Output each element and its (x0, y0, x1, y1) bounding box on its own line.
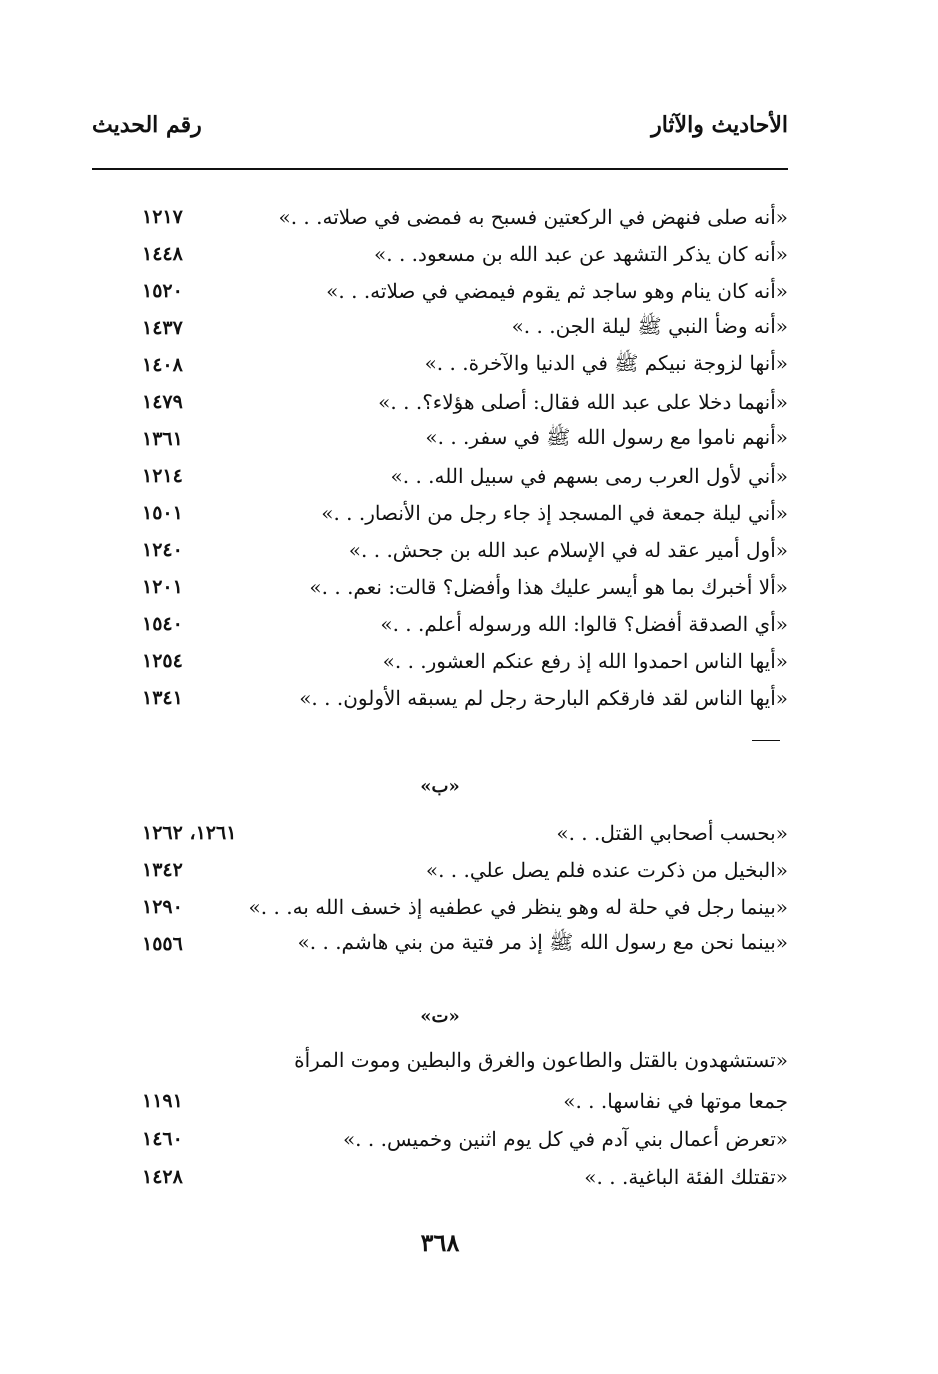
page-number: ٣٦٨ (420, 1228, 460, 1257)
list-item (90, 311, 788, 345)
list-item (90, 644, 788, 678)
hadith-text: «أيها الناس لقد فارقكم البارحة رجل لم يسبقه الأولون. . .» (299, 686, 788, 710)
hadith-text-first-line: «تستشهدون بالقتل والطاعون والغرق والبطين وموت المرأة (294, 1048, 788, 1072)
hadith-text: «أنهم ناموا مع رسول الله ﷺ في سفر. . .» (425, 424, 788, 449)
hadith-text: «أني لأول العرب رمى بسهم في سبيل الله. . .» (390, 464, 788, 488)
list-item (90, 890, 788, 924)
hadith-number: ١٤٧٩ (142, 391, 183, 413)
hadith-text: «تعرض أعمال بني آدم في كل يوم اثنين وخميس. . .» (342, 1127, 788, 1151)
section-heading-ta: «ت» (420, 1006, 460, 1027)
list-item (90, 853, 788, 887)
hadith-number: ١٤٦٠ (142, 1128, 183, 1150)
hadith-number: ١٢١٧ (142, 206, 183, 228)
list-item (90, 607, 788, 641)
column-title-hadith-number: رقم الحديث (92, 112, 202, 138)
hadith-text: «أنها لزوجة نبيكم ﷺ في الدنيا والآخرة. . .» (424, 350, 788, 375)
hadith-text: «بينما رجل في حلة له وهو ينظر في عطفيه إذ خسف الله به. . .» (248, 895, 788, 919)
hadith-number: ١٤٤٨ (142, 243, 183, 265)
hadith-text: «أول أمير عقد له في الإسلام عبد الله بن جحش. . .» (348, 538, 788, 562)
hadith-text: «أنه كان يذكر التشهد عن عبد الله بن مسعود. . .» (374, 242, 788, 266)
hadith-text: «بحسب أصحابي القتل. . .» (556, 821, 788, 845)
hadith-number: ١٤٣٧ (142, 317, 183, 339)
hadith-number: ١٢١٤ (142, 465, 183, 487)
list-item (90, 200, 788, 234)
hadith-text: «البخيل من ذكرت عنده فلم يصل علي. . .» (425, 858, 788, 882)
hadith-text: «أنه كان ينام وهو ساجد ثم يقوم فيمضي في صلاته. . .» (326, 279, 788, 303)
hadith-text: «ألا أخبرك بما هو أيسر عليك هذا وأفضل؟ قالت: نعم. . .» (309, 575, 788, 599)
section-end-rule (752, 740, 780, 741)
list-item (90, 1084, 788, 1118)
list-item (90, 1122, 788, 1156)
hadith-number: ١٥٥٦ (142, 933, 183, 955)
list-item (90, 927, 788, 961)
hadith-number: ١٣٤٢ (142, 859, 183, 881)
list-item (90, 533, 788, 567)
hadith-text: «بينما نحن مع رسول الله ﷺ إذ مر فتية من بني هاشم. . .» (297, 929, 788, 954)
hadith-text: «أني ليلة جمعة في المسجد إذ جاء رجل من الأنصار. . .» (321, 501, 788, 525)
hadith-number: ١٥٤٠ (142, 613, 183, 635)
hadith-number: ١٥٠١ (142, 502, 183, 524)
hadith-text: جمعا موتها في نفاسها. . .» (563, 1089, 788, 1113)
section-heading-ba: «ب» (420, 776, 460, 797)
list-item (90, 385, 788, 419)
hadith-number: ١٢٩٠ (142, 896, 183, 918)
hadith-text: «تقتلك الفئة الباغية. . .» (584, 1165, 788, 1189)
hadith-number: ١٥٢٠ (142, 280, 183, 302)
hadith-number: ١١٩١ (142, 1090, 183, 1112)
hadith-text: «أيها الناس احمدوا الله إذ رفع عنكم العشور. . .» (382, 649, 788, 673)
list-item (90, 274, 788, 308)
list-item (90, 422, 788, 456)
hadith-number: ١٣٦١ (142, 428, 183, 450)
list-item (90, 237, 788, 271)
list-item (90, 681, 788, 715)
list-item (90, 459, 788, 493)
header-rule (92, 168, 788, 170)
hadith-number: ١٤٢٨ (142, 1166, 183, 1188)
list-item (90, 570, 788, 604)
list-item (90, 1160, 788, 1194)
hadith-number: ١٢٦١، ١٢٦٢ (142, 822, 237, 844)
hadith-number: ١٤٠٨ (142, 354, 183, 376)
hadith-number: ١٢٥٤ (142, 650, 183, 672)
hadith-number: ١٢٤٠ (142, 539, 183, 561)
list-item (90, 816, 788, 850)
hadith-text: «أي الصدقة أفضل؟ قالوا: الله ورسوله أعلم. . .» (380, 612, 788, 636)
hadith-number: ١٢٠١ (142, 576, 183, 598)
list-item (90, 496, 788, 530)
hadith-text: «أنهما دخلا على عبد الله فقال: أصلى هؤلاء؟. . .» (378, 390, 788, 414)
list-item (90, 348, 788, 382)
hadith-text: «أنه صلى فنهض في الركعتين فسبح به فمضى في صلاته. . .» (278, 205, 788, 229)
hadith-number: ١٣٤١ (142, 687, 183, 709)
hadith-text: «أنه وضأ النبي ﷺ ليلة الجن. . .» (511, 313, 788, 338)
column-title-hadiths: الأحاديث والآثار (651, 112, 788, 138)
